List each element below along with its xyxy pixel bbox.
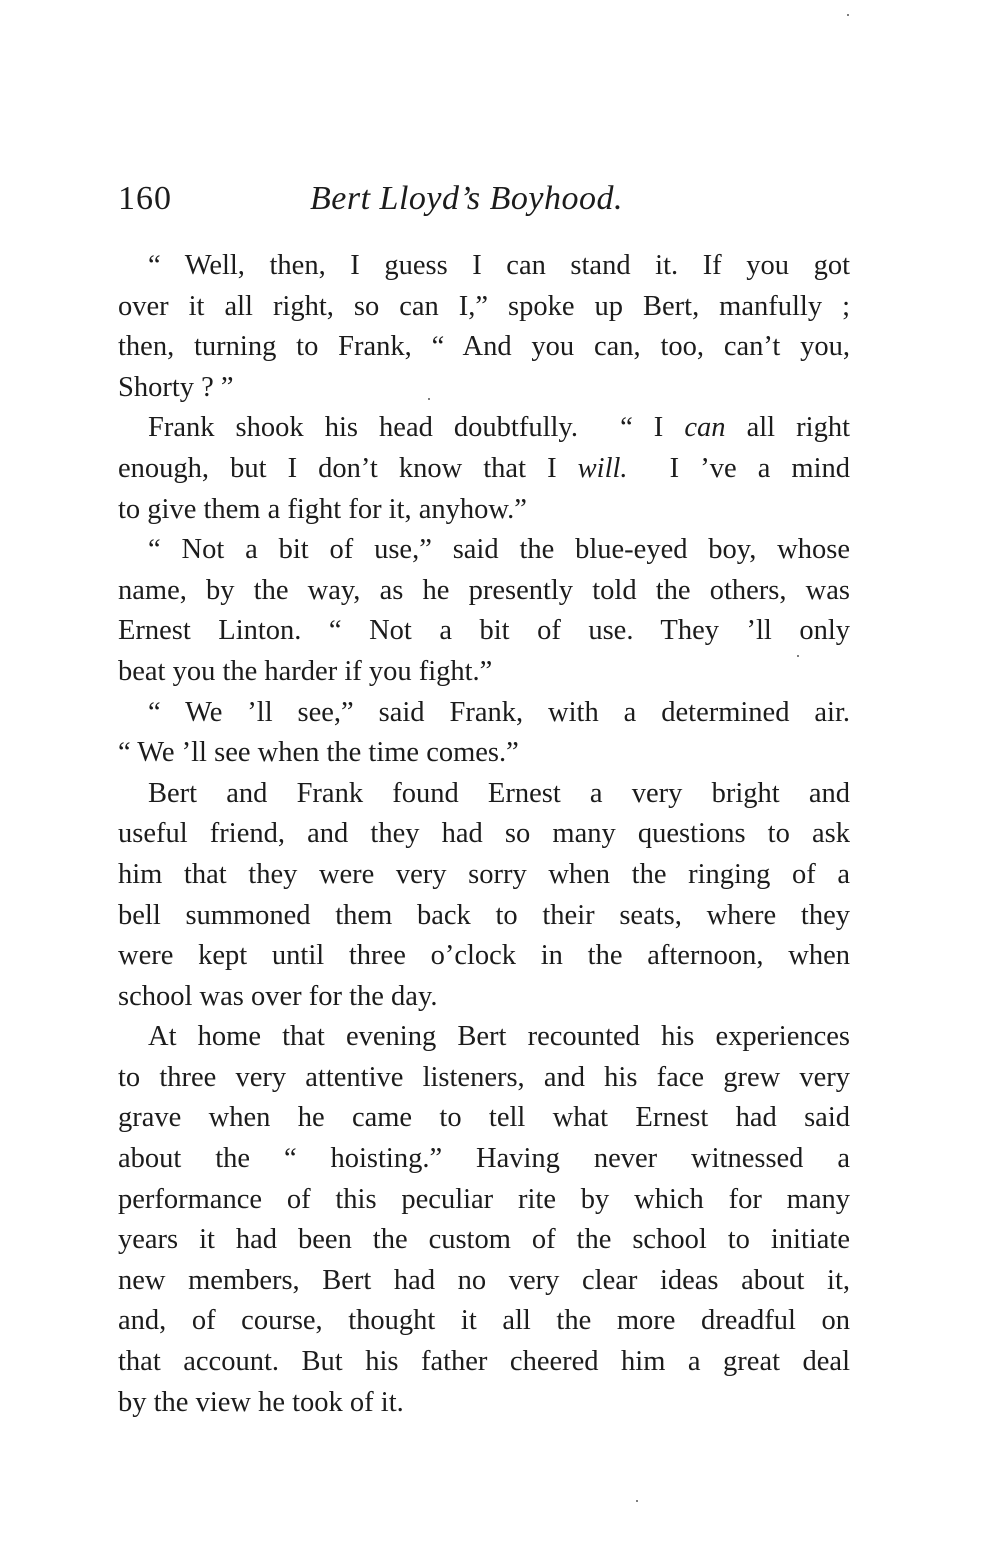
line-segment: all right [725,412,850,444]
print-speck [428,398,430,400]
text-line: by the view he took of it. [118,1386,404,1418]
text-line: “ Well, then, I guess I can stand it. If you got [148,250,850,281]
text-line: then, turning to Frank, “ And you can, too, can’t you, [118,331,850,363]
text-line: over it all right, so can I,” spoke up Bert, manfully ; [118,290,850,322]
text-line: Shorty ? ” [118,371,234,403]
line-segment: I ’ve a mind [627,452,850,484]
text-line: grave when he came to tell what Ernest had said [118,1102,850,1134]
text-line: school was over for the day. [118,980,438,1012]
text-line [118,449,850,490]
text-line: were kept until three o’clock in the afternoon, when [118,940,850,972]
text-line: new members, Bert had no very clear ideas about it, [118,1264,850,1296]
text-line: “ Not a bit of use,” said the blue-eyed boy, whose [148,534,850,566]
print-speck [636,1500,638,1502]
page-number: 160 [118,180,172,217]
text-line: bell summoned them back to their seats, where they [118,899,850,931]
text-line: “ We ’ll see,” said Frank, with a determined air. [148,696,850,728]
print-speck [847,14,849,16]
page-header [118,180,850,230]
text-line: “ We ’ll see when the time comes.” [118,737,519,769]
text-line: At home that evening Bert recounted his experiences [148,1021,850,1053]
text-line: to give them a fight for it, anyhow.” [118,493,527,525]
text-line: Ernest Linton. “ Not a bit of use. They ’ll only [118,615,850,647]
text-line: to three very attentive listeners, and his face grew very [118,1061,850,1093]
running-title: Bert Lloyd’s Boyhood. [310,180,624,217]
text-line [118,408,850,449]
line-segment: enough, but I don’t know that I [118,452,578,484]
text-line: about the “ hoisting.” Having never witnessed a [118,1143,850,1175]
print-speck [797,655,799,657]
text-line: useful friend, and they had so many questions to ask [118,818,850,850]
italic-word: can [684,412,726,444]
text-line: Bert and Frank found Ernest a very bright and [148,777,850,809]
italic-word: will. [577,452,628,484]
text-line: that account. But his father cheered him a great deal [118,1346,850,1378]
text-line: and, of course, thought it all the more dreadful on [118,1305,850,1337]
body-text [118,246,850,1423]
text-line: performance of this peculiar rite by which for many [118,1183,850,1215]
text-line: him that they were very sorry when the ringing of a [118,858,850,890]
text-line: name, by the way, as he presently told the others, was [118,574,850,606]
text-line: beat you the harder if you fight.” [118,655,493,687]
line-segment: Frank shook his head doubtfully. “ I [148,412,685,444]
text-line: years it had been the custom of the school to initiate [118,1224,850,1256]
